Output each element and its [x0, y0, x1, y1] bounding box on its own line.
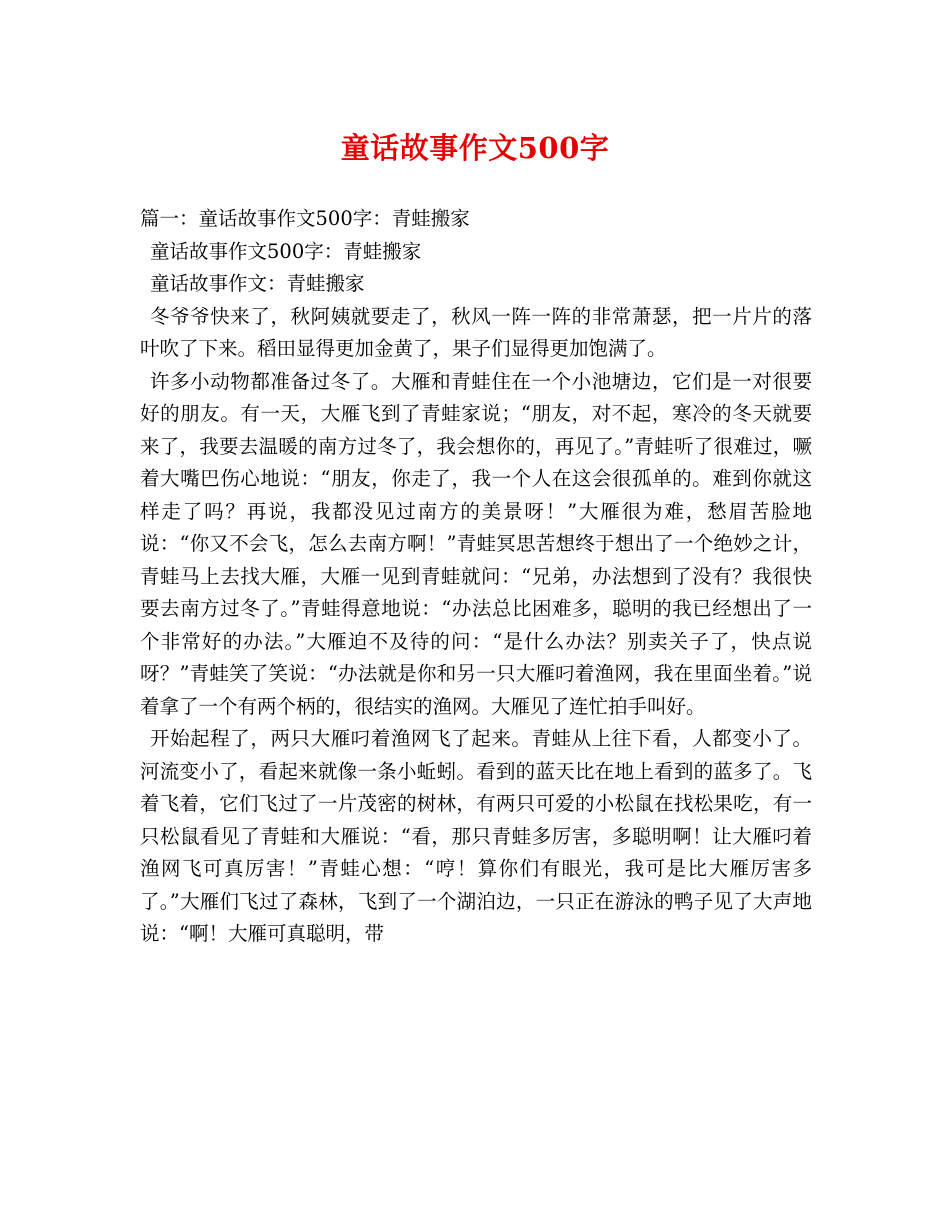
paragraph-3: 开始起程了，两只大雁叼着渔网飞了起来。青蛙从上往下看，人都变小了。河流变小了，看起来就像一条小蚯蚓。看到的蓝天比在地上看到的蓝多了。飞着飞着，它们飞过了一片茂密的树林，有两只可爱的小松鼠在找松果吃，有一只松鼠看见了青蛙和大雁说：“看，那只青蛙多厉害，多聪明啊！让大雁叼着渔网飞可真厉害！”青蛙心想：“哼！算你们有眼光，我可是比大雁厉害多了。”大雁们飞过了森林，飞到了一个湖泊边，一只正在游泳的鸭子见了大声地说：“啊！大雁可真聪明，带 [140, 727, 812, 945]
subheading-1: 童话故事作文500字：青蛙搬家 [150, 239, 422, 263]
document-body [140, 203, 812, 951]
paragraph-1: 冬爷爷快来了，秋阿姨就要走了，秋风一阵一阵的非常萧瑟，把一片片的落叶吹了下来。稻田显得更加金黄了，果子们显得更加饱满了。 [140, 304, 812, 360]
paragraph-2: 许多小动物都准备过冬了。大雁和青蛙住在一个小池塘边，它们是一对很要好的朋友。有一天，大雁飞到了青蛙家说；“朋友，对不起，寒冷的冬天就要来了，我要去温暖的南方过冬了，我会想你的，再见了。”青蛙听了很难过，噘着大嘴巴伤心地说：“朋友，你走了，我一个人在这会很孤单的。难到你就这样走了吗？再说，我都没见过南方的美景呀！”大雁很为难，愁眉苦脸地说：“你又不会飞，怎么去南方啊！”青蛙冥思苦想终于想出了一个绝妙之计，青蛙马上去找大雁，大雁一见到青蛙就问：“兄弟，办法想到了没有？我很快要去南方过冬了。”青蛙得意地说：“办法总比困难多，聪明的我已经想出了一个非常好的办法。”大雁迫不及待的问：“是什么办法？别卖关子了，快点说呀？”青蛙笑了笑说：“办法就是你和另一只大雁叼着渔网，我在里面坐着。”说着拿了一个有两个柄的，很结实的渔网。大雁见了连忙拍手叫好。 [140, 369, 812, 718]
subheading-2: 童话故事作文：青蛙搬家 [150, 272, 365, 295]
section-heading: 篇一：童话故事作文500字：青蛙搬家 [140, 207, 470, 230]
page-title: 童话故事作文500字 [340, 131, 610, 165]
